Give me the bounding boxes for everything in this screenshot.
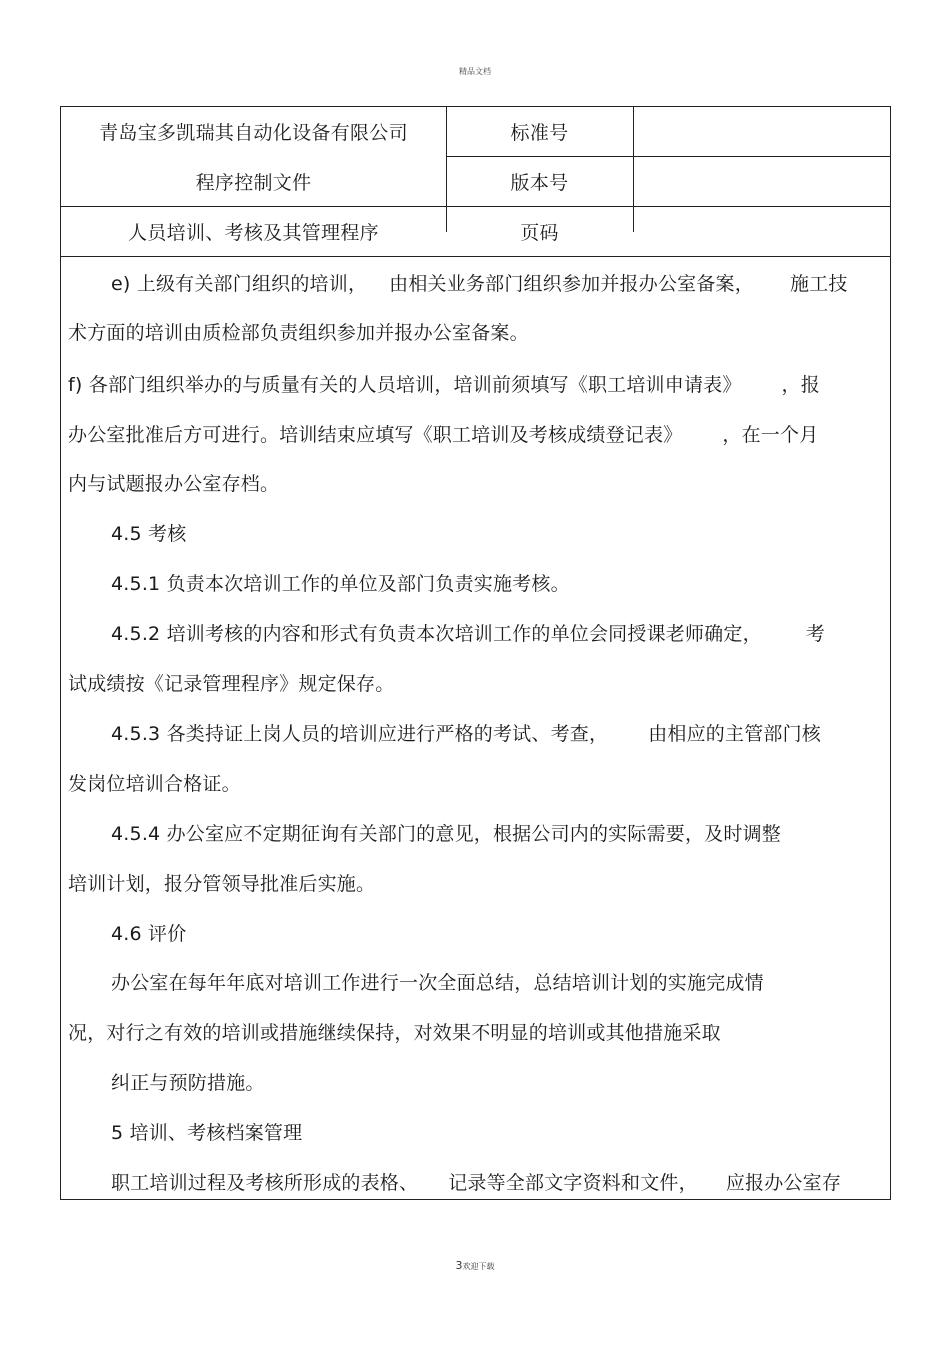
document-frame xyxy=(60,106,891,1200)
body-line: 纠正与预防措施。 xyxy=(111,1072,265,1094)
version-number-value xyxy=(633,156,891,206)
body-line: e) 上级有关部门组织的培训， 由相关业务部门组织参加并报办公室备案， 施工技 xyxy=(111,273,848,295)
footer-note: 欢迎下载 xyxy=(462,1262,495,1271)
section-heading: 4.6 评价 xyxy=(111,923,187,945)
body-line: 4.5.1 负责本次培训工作的单位及部门负责实施考核。 xyxy=(111,573,570,595)
body-line: 办公室批准后方可进行。培训结束应填写《职工培训及考核成绩登记表》 ，在一个月 xyxy=(68,424,819,446)
body-line: 试成绩按《记录管理程序》规定保存。 xyxy=(68,673,395,695)
company-name: 青岛宝多凯瑞其自动化设备有限公司 xyxy=(99,122,408,144)
standard-number-label: 标准号 xyxy=(510,122,569,144)
section-heading: 5 培训、考核档案管理 xyxy=(111,1122,303,1144)
body-line: 职工培训过程及考核所形成的表格、 记录等全部文字资料和文件， 应报办公室存 xyxy=(111,1172,842,1194)
section-heading: 4.5 考核 xyxy=(111,523,187,545)
body-line: 办公室在每年年底对培训工作进行一次全面总结，总结培训计划的实施完成情 xyxy=(111,972,764,994)
body-line: f) 各部门组织举办的与质量有关的人员培训，培训前须填写《职工培训申请表》 ，报 xyxy=(68,374,820,396)
standard-number-value xyxy=(633,107,891,156)
body-line: 内与试题报办公室存档。 xyxy=(68,473,280,495)
document-type: 程序控制文件 xyxy=(195,171,312,194)
body-line: 4.5.2 培训考核的内容和形式有负责本次培训工作的单位会同授课老师确定， 考 xyxy=(111,623,825,645)
page-number: 3 xyxy=(455,1259,463,1272)
body-line: 况，对行之有效的培训或措施继续保持，对效果不明显的培训或其他措施采取 xyxy=(68,1022,721,1044)
header-watermark-note: 精品文档 xyxy=(459,67,491,76)
version-number-label: 版本号 xyxy=(510,171,569,194)
page-value xyxy=(633,206,891,256)
body-line: 发岗位培训合格证。 xyxy=(68,773,241,795)
body-line: 4.5.3 各类持证上岗人员的培训应进行严格的考试、考查， 由相应的主管部门核 xyxy=(111,723,821,745)
page-footer xyxy=(0,1259,950,1272)
body-line: 培训计划，报分管领导批准后实施。 xyxy=(68,873,376,895)
body-line: 术方面的培训由质检部负责组织参加并报办公室备案。 xyxy=(68,322,529,344)
procedure-title: 人员培训、考核及其管理程序 xyxy=(128,221,379,244)
page-label: 页码 xyxy=(520,221,559,244)
table-divider xyxy=(61,256,891,257)
body-line: 4.5.4 办公室应不定期征询有关部门的意见，根据公司内的实际需要，及时调整 xyxy=(111,823,781,845)
